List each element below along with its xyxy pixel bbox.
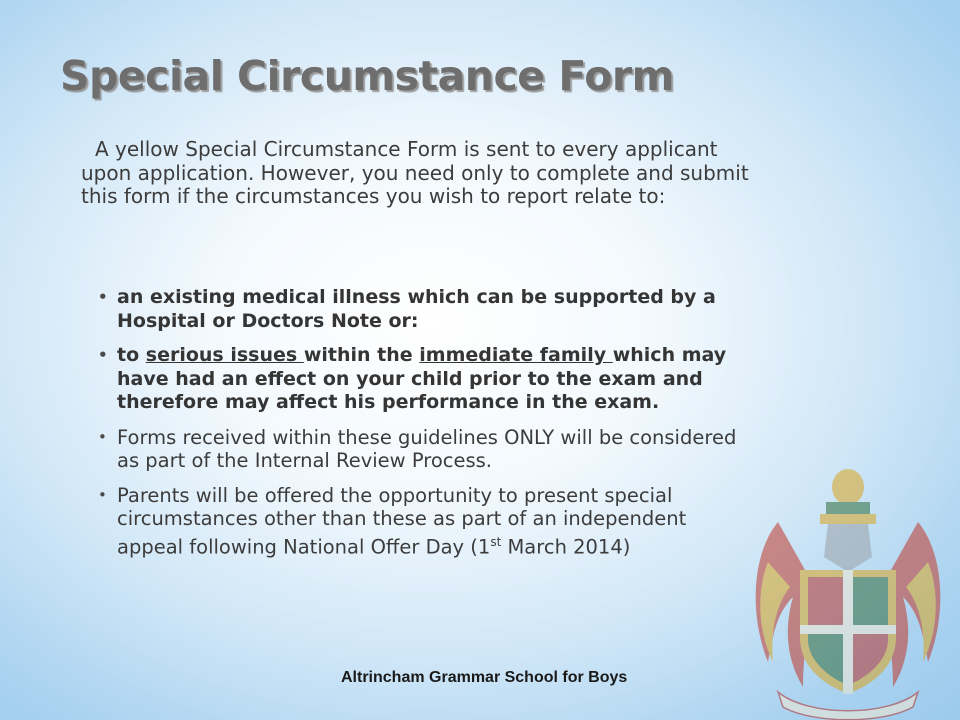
bullet-text: Forms received within these guidelines ONLY will be considered as part of the Internal Review Process. [117, 425, 737, 472]
bullet-text-part: to [117, 344, 146, 366]
intro-paragraph [81, 138, 761, 209]
superscript-st: st [490, 534, 502, 549]
bullet-text-part: March 2014) [501, 535, 631, 558]
intro-text: A yellow Special Circumstance Form is sent to every applicant upon application. However, you need only to complete and submit this form if the circumstances you wish to report relate to: [81, 137, 749, 208]
bullet-item-guidelines [98, 426, 748, 473]
bullet-dot-icon: • [98, 288, 108, 306]
underlined-immediate-family: immediate family [419, 344, 613, 366]
slide-title: Special Circumstance Form [60, 52, 674, 100]
bullet-item-medical [98, 286, 748, 333]
bullet-item-parents [98, 484, 748, 559]
bullet-dot-icon: • [98, 427, 107, 446]
bullet-text: an existing medical illness which can be supported by a Hospital or Doctors Note or: [117, 286, 716, 332]
bullet-list [98, 286, 748, 570]
bullet-dot-icon: • [98, 485, 107, 504]
bullet-text-part: which may have had an effect on your child prior to the exam and therefore may affect his performance in the exam. [117, 344, 727, 413]
underlined-serious-issues: serious issues [145, 344, 304, 366]
school-name-footer: Altrincham Grammar School for Boys [341, 669, 628, 686]
bullet-dot-icon: • [98, 346, 108, 364]
school-crest-icon [748, 462, 948, 720]
bullet-text-part: within the [303, 344, 420, 366]
bullet-text-part: Parents will be offered the opportunity to present special circumstances other than these as part of an independent appeal following National Offer Day (1 [117, 483, 687, 558]
bullet-item-family [98, 344, 748, 415]
